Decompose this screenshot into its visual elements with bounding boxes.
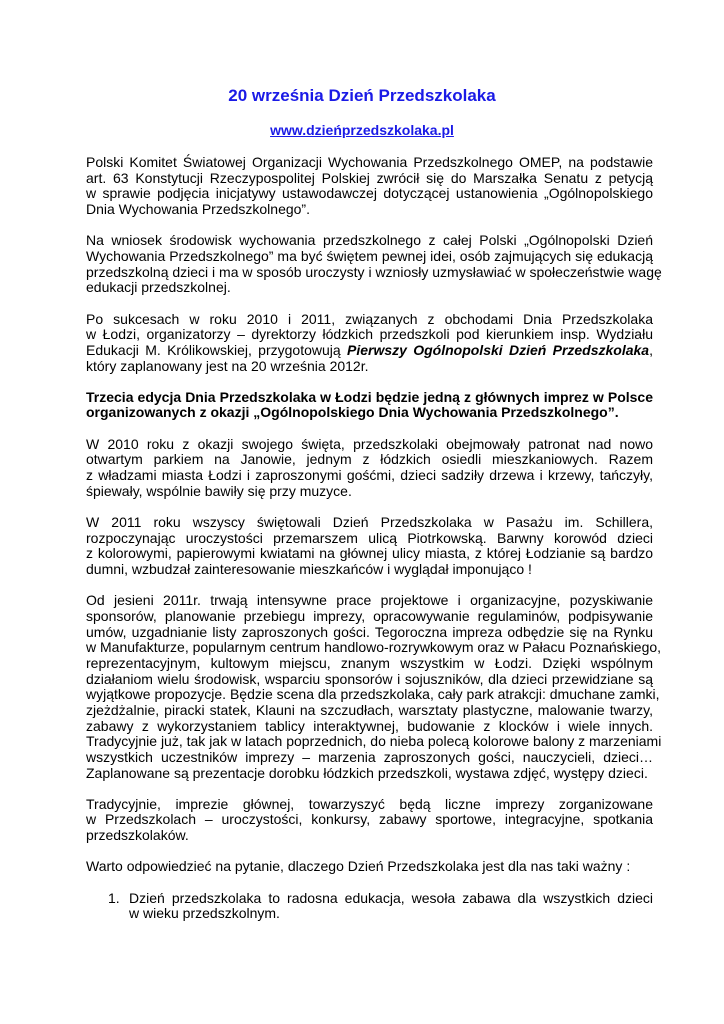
paragraph-successes xyxy=(86,312,653,375)
paragraph-2010 xyxy=(86,437,653,500)
paragraph-line: Po sukcesach w roku 2010 i 2011, związanych z obchodami Dnia Przedszkolaka xyxy=(86,310,653,327)
paragraph-line: zjeżdżalnie, piracki statek, Klauni na szczudłach, warsztaty plastyczne, malowanie twarzy, xyxy=(86,701,653,718)
reasons-list xyxy=(86,891,653,922)
paragraph-2011 xyxy=(86,515,653,578)
document-title: 20 września Dzień Przedszkolaka xyxy=(228,86,496,105)
paragraph-line: który zaplanowany jest na 20 września 2012r. xyxy=(86,357,369,374)
paragraph-accompanying-events xyxy=(86,797,653,844)
list-line: w wieku przedszkolnym. xyxy=(129,905,280,922)
paragraph-question xyxy=(86,859,653,875)
line-suffix: , xyxy=(649,341,653,358)
paragraph-line: Warto odpowiedzieć na pytanie, dlaczego Dzień Przedszkolaka jest dla nas taki ważny : xyxy=(86,858,631,875)
paragraph-line: Wychowania Przedszkolnego” ma być świętem pewnej idei, osób zajmujących się edukacją xyxy=(86,247,653,264)
paragraph-line: Tradycyjnie, imprezie głównej, towarzyszyć będą liczne imprezy zorganizowane xyxy=(86,795,653,812)
paragraph-line: Na wniosek środowisk wychowania przedszkolnego z całej Polski „Ogólnopolski Dzień xyxy=(86,232,653,249)
paragraph-line: Od jesieni 2011r. trwają intensywne prace projektowe i organizacyjne, pozyskiwanie xyxy=(86,592,653,609)
paragraph-line: Dnia Wychowania Przedszkolnego”. xyxy=(86,200,310,217)
paragraph-line: umów, uzgadnianie listy zaproszonych gości. Tegoroczna impreza odbędzie się na Rynku xyxy=(86,623,653,640)
paragraph-omep xyxy=(86,155,653,218)
paragraph-line: W 2011 roku wszyscy świętowali Dzień Przedszkolaka w Pasażu im. Schillera, xyxy=(86,514,653,531)
paragraph-line: przedszkolaków. xyxy=(86,827,189,844)
paragraph-line: działaniom wielu środowisk, wsparciu sponsorów i sojuszników, dla dzieci przewidziane są xyxy=(86,670,653,687)
line-prefix: Edukacji M. Królikowskiej, przygotowują xyxy=(86,341,347,358)
website-link[interactable]: www.dzieńprzedszkolaka.pl xyxy=(270,122,454,138)
paragraph-line: rozpoczynając uroczystości przemarszem ulicą Piotrkowską. Barwny korowód dzieci xyxy=(86,529,653,546)
paragraph-request xyxy=(86,232,662,296)
paragraph-line: w Łodzi, organizatorzy – dyrektorzy łódzkich przedszkoli pod kierunkiem insp. Wydziału xyxy=(86,326,653,343)
paragraph-line: art. 63 Konstytucji Rzeczypospolitej Polskiej zwrócił się do Marszałka Senatu z petycją xyxy=(86,169,653,186)
paragraph-line: w sprawie podjęcia inicjatywy ustawodawczej dotyczącej ustanowienia „Ogólnopolskiego xyxy=(86,185,653,202)
list-line: Dzień przedszkolaka to radosna edukacja, wesoła zabawa dla wszystkich dzieci xyxy=(129,889,653,906)
paragraph-line: z kolorowymi, papierowymi kwiatami na głównej ulicy miasta, z której Łodzianie są bardzo xyxy=(86,545,653,562)
paragraph-line: w Przedszkolach – uroczystości, konkursy, zabawy sportowe, integracyjne, spotkania xyxy=(86,811,653,828)
paragraph-line: wszystkich uczestników imprezy – marzenia zaproszonych gości, nauczycieli, dzieci… xyxy=(86,748,653,765)
paragraph-line: reprezentacyjnym, kultowym miejscu, znanym wszystkim w Łodzi. Dzięki wspólnym xyxy=(86,654,653,671)
paragraph-line: przedszkolną dzieci i ma w sposób uroczysty i wzniosły uzmysławiać w społeczeństwie wagę xyxy=(86,263,662,280)
paragraph-line: edukacji przedszkolnej. xyxy=(86,279,231,296)
paragraph-line: W 2010 roku z okazji swojego święta, przedszkolaki obejmowały patronat nad nowo xyxy=(86,435,653,452)
paragraph-line: otwartym parkiem na Janowie, jednym z łódzkich osiedli mieszkaniowych. Razem xyxy=(86,451,653,468)
paragraph-highlight xyxy=(86,390,653,421)
paragraph-line: dumni, wzbudzał zainteresowanie mieszkańców i wyglądał imponująco ! xyxy=(86,560,532,577)
paragraph-line: Zaplanowane są prezentacje dorobku łódzkich przedszkoli, wystawa zdjęć, występy dzieci. xyxy=(86,764,648,781)
paragraph-line: zabawy z wykorzystaniem tablicy interaktywnej, budowanie z klocków i wiele innych. xyxy=(86,717,653,734)
list-item xyxy=(86,891,653,922)
paragraph-preparations xyxy=(86,592,662,781)
paragraph-line xyxy=(86,343,653,359)
paragraph-line: śpiewały, wspólnie bawiły się przy muzyce. xyxy=(86,482,352,499)
paragraph-line: Tradycyjnie już, tak jak w latach poprzednich, do nieba polecą kolorowe balony z marzeniami xyxy=(86,733,662,750)
paragraph-line: wyjątkowe propozycje. Będzie scena dla przedszkolaka, cały park atrakcji: dmuchane zamki, xyxy=(86,686,660,703)
paragraph-line: organizowanych z okazji „Ogólnopolskiego Dnia Wychowania Przedszkolnego”. xyxy=(86,404,619,421)
paragraph-line: z władzami miasta Łodzi i zaproszonymi gośćmi, dzieci sadziły drzewa i krzewy, tańczyły, xyxy=(86,467,653,484)
paragraph-line: Trzecia edycja Dnia Przedszkolaka w Łodzi będzie jedną z głównych imprez w Polsce xyxy=(86,388,653,405)
paragraph-line: sponsorów, planowanie przebiegu imprezy, opracowywanie regulaminów, podpisywanie xyxy=(86,607,653,624)
paragraph-line: w Manufakturze, popularnym centrum handlowo-rozrywkowym oraz w Pałacu Poznańskiego, xyxy=(86,639,662,656)
event-name-emphasis: Pierwszy Ogólnopolski Dzień Przedszkolaka xyxy=(346,341,650,358)
paragraph-line: Polski Komitet Światowej Organizacji Wychowania Przedszkolnego OMEP, na podstawie xyxy=(86,154,653,170)
document-body xyxy=(86,154,662,922)
list-number: 1. xyxy=(108,889,120,906)
